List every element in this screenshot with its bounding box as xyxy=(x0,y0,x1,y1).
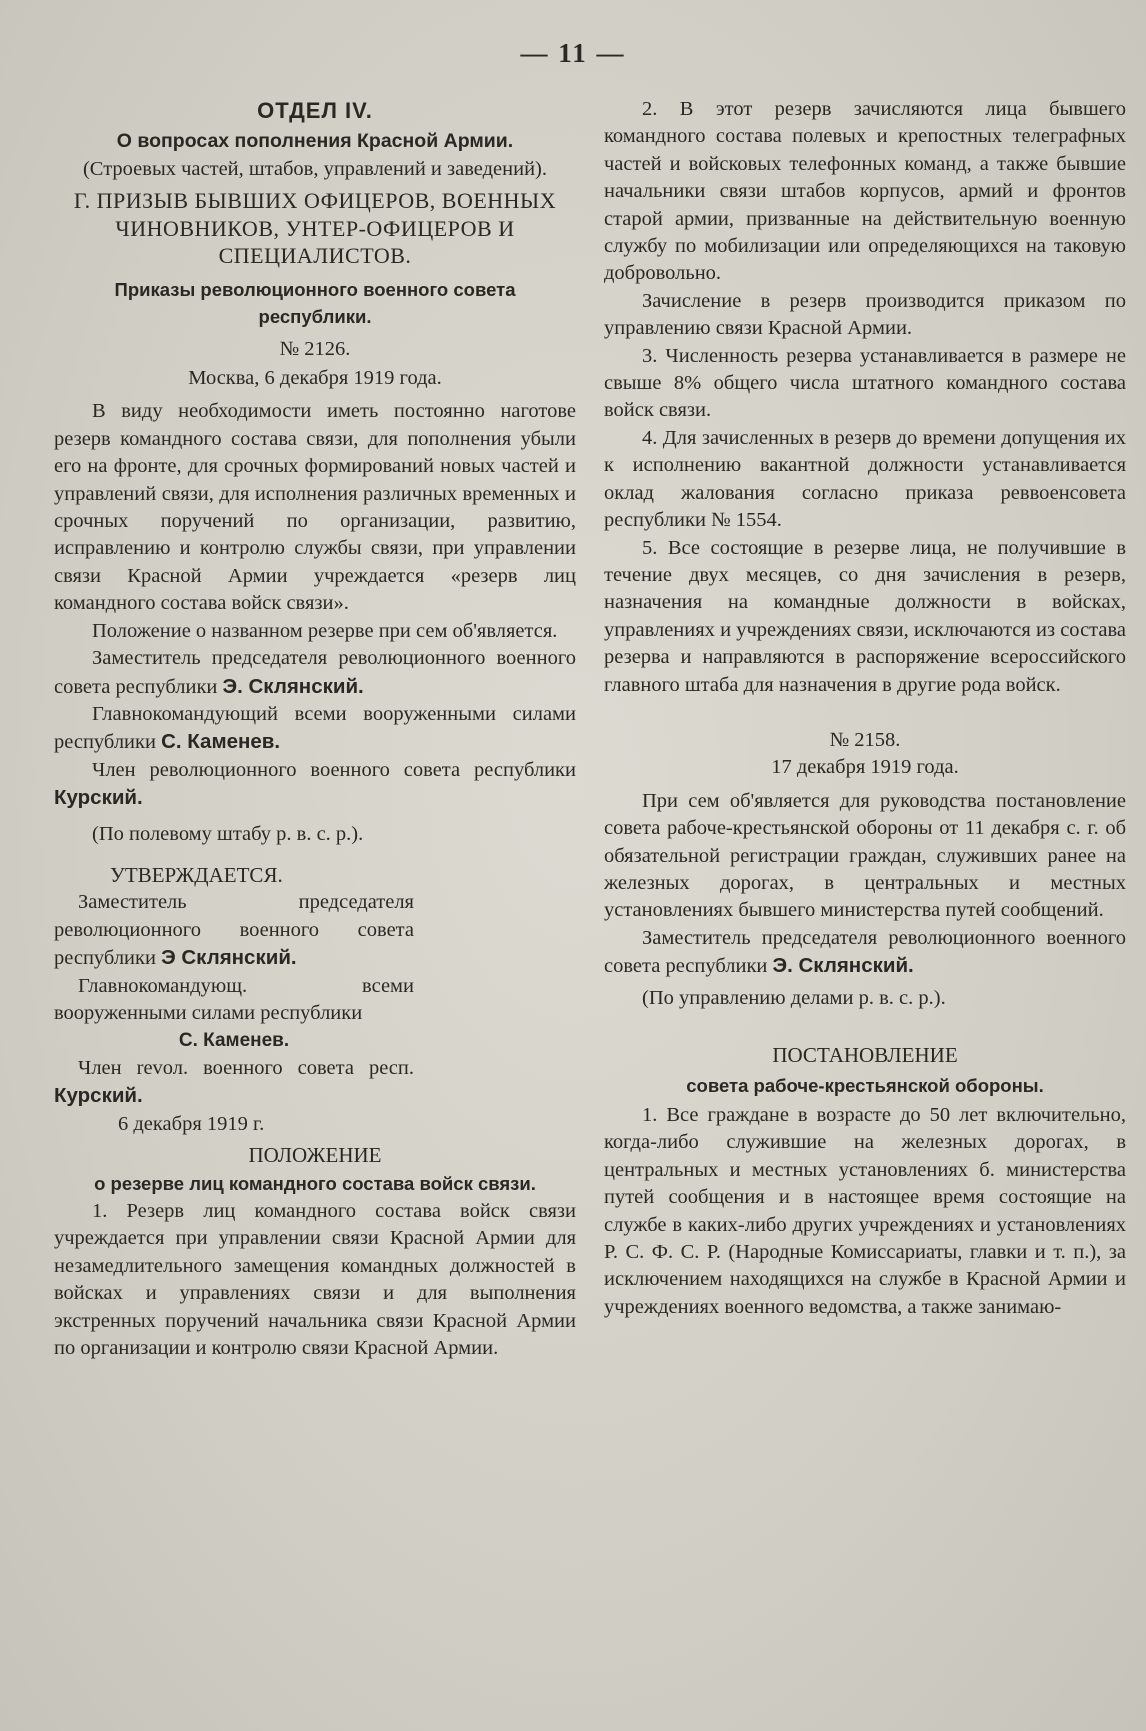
signature-1 xyxy=(54,645,576,701)
order2-date: 17 декабря 1919 года. xyxy=(771,756,959,779)
order2-signature xyxy=(604,925,1126,981)
signature-2 xyxy=(54,701,576,757)
page-number: — 11 — xyxy=(520,38,626,68)
signature-1-text: Заместитель председателя революционного военного совета республики xyxy=(54,647,576,698)
section-note: (Строевых частей, штабов, управлений и заведений). xyxy=(82,158,548,180)
regulation-point-3: 3. Численность резерва устанавливается в размере не свыше 8% общего числа штатного командного состава войск связи. xyxy=(604,344,1126,422)
approved-heading: УТВЕРЖДАЕТСЯ. xyxy=(110,862,283,887)
section-title: ОТДЕЛ IV. xyxy=(257,98,373,123)
left-column xyxy=(54,96,576,1362)
chapter-title: Г. ПРИЗЫВ БЫВШИХ ОФИЦЕРОВ, ВОЕННЫХ ЧИНОВНИКОВ, УНТЕР-ОФИЦЕРОВ И СПЕЦИАЛИСТОВ. xyxy=(73,188,557,269)
regulation-point-1: 1. Резерв лиц командного состава войск связи учреждается при управлении связи Красной Армии для незамедлительного замещения командных должностей в войсках и управлениях связи и для выполнения экстренных поручений начальника связи Красной Армии по организации и контролю связи Красной Армии. xyxy=(54,1200,576,1360)
regulation-point-2: 2. В этот резерв зачисляются лица бывшего командного состава полевых и крепостных телеграфных частей и войсковых телефонных команд, а также бывшие начальники связи штабов корпусов, армий и фронтов старой армии, призванные на действительную военную службу по мобилизации или определяющихся на таковую добровольно. xyxy=(604,98,1126,285)
regulation-point-5: 5. Все состоящие в резерве лица, не получившие в течение двух месяцев, со дня зачисления в резерв, назначения на командные должности в войсках, управлениях и учреждениях связи, исключаются из состава резерва и направляются в распоряжение всероссийского главного штаба для назначения в другие рода войск. xyxy=(604,536,1126,696)
order-paragraph-1: В виду необходимости иметь постоянно наготове резерв командного состава связи, для пополнения убыли его на фронте, для срочных формирований новых частей и управлений связи, для исполнения различных временных и срочных поручений по организации, развитию, исправлению и контролю службы связи, при управлении связи Красной Армии учреждается «резерв лиц командного состава войск связи». xyxy=(54,400,576,615)
decree-subtitle: совета рабоче-крестьянской обороны. xyxy=(686,1075,1044,1096)
regulation-subtitle: о резерве лиц командного состава войск связи. xyxy=(94,1173,536,1194)
signature-3-text: Член революционного военного совета республики xyxy=(92,758,576,781)
approval-2-name: С. Каменев. xyxy=(178,1030,290,1052)
order2-via: (По управлению делами р. в. с. р.). xyxy=(642,986,946,1009)
signature-3-name: Курский. xyxy=(54,786,143,810)
approval-1 xyxy=(54,889,414,972)
approval-2-text: Главнокомандующ. всеми вооруженными силами республики xyxy=(54,974,414,1024)
approval-date: 6 декабря 1919 г. xyxy=(118,1112,265,1135)
order2-paragraph: При сем об'является для руководства постановление совета рабоче-крестьянской обороны от 11 декабря с. г. об обязательной регистрации граждан, служивших ранее на железных дорогах, в центральных и местных установлениях бывшего министерства путей сообщений. xyxy=(604,789,1126,922)
order-place-date: Москва, 6 декабря 1919 года. xyxy=(188,367,442,390)
approval-block xyxy=(54,889,414,1138)
order2-number: № 2158. xyxy=(829,728,901,751)
order2-signature-name: Э. Склянский. xyxy=(772,954,914,978)
approval-3 xyxy=(54,1055,414,1111)
regulation-point-2b: Зачисление в резерв производится приказом по управлению связи Красной Армии. xyxy=(604,289,1126,340)
approval-1-text: Заместитель председателя революционного военного совета республики xyxy=(54,891,414,970)
section-subtitle: О вопросах пополнения Красной Армии. xyxy=(116,130,514,152)
decree-title: ПОСТАНОВЛЕНИЕ xyxy=(772,1043,958,1067)
approval-2 xyxy=(54,973,414,1028)
regulation-point-4: 4. Для зачисленных в резерв до времени допущения их к исполнению вакантной должности устанавливается оклад жалования согласно приказа реввоенсовета республики № 1554. xyxy=(604,426,1126,532)
approval-3-text: Член revол. военного совета респ. xyxy=(78,1056,414,1079)
signature-2-text: Главнокомандующий всеми вооруженными силами республики xyxy=(54,702,576,754)
signature-1-name: Э. Склянский. xyxy=(222,674,364,698)
orders-heading: Приказы революционного военного совета республики. xyxy=(114,278,516,327)
order-via: (По полевому штабу р. в. с. р.). xyxy=(92,822,364,845)
signature-2-name: С. Каменев. xyxy=(161,730,281,754)
right-column xyxy=(604,96,1126,1321)
signature-3 xyxy=(54,757,576,813)
order-number: № 2126. xyxy=(279,337,351,360)
order2-signature-text: Заместитель председателя революционного военного совета республики xyxy=(604,926,1126,978)
decree-point-1: 1. Все граждане в возрасте до 50 лет включительно, когда-либо служившие на железных дорогах, в центральных и местных установлениях б. министерства путей сообщения и в настоящее время состоящие на службе в каких-либо других учреждениях и установлениях Р. С. Ф. С. Р. (Народные Комиссариаты, главки и т. п.), за исключением находящихся на службе в Красной Армии и учреждениях военного ведомства, а также занимаю- xyxy=(604,1104,1126,1318)
approval-1-name: Э Склянский. xyxy=(161,946,297,970)
order-paragraph-2: Положение о названном резерве при сем об'является. xyxy=(92,619,558,642)
approval-3-name: Курский. xyxy=(54,1084,143,1108)
regulation-title: ПОЛОЖЕНИЕ xyxy=(248,1143,382,1167)
